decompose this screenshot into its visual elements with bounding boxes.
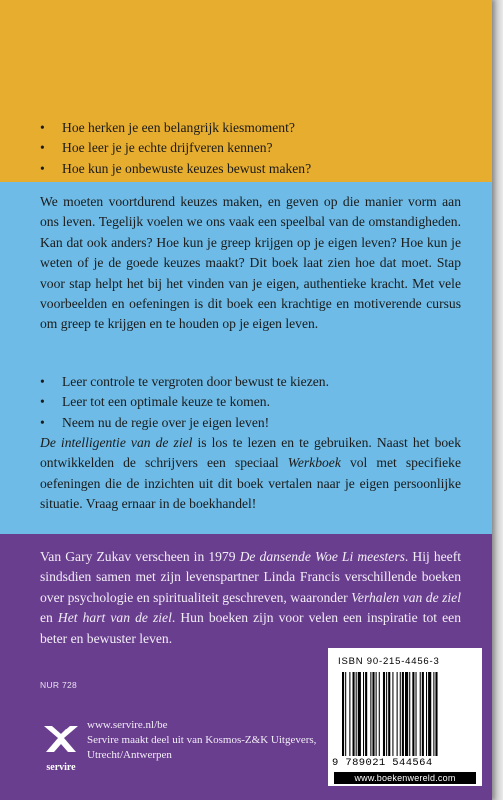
barcode-label (328, 648, 482, 786)
book-title: De intelligentie van de ziel (40, 435, 193, 450)
publisher-line: Utrecht/Antwerpen (87, 749, 172, 761)
workbook-paragraph (40, 433, 461, 515)
author-text: . Hun boeken zijn voor velen een inspiratie tot een beter en bewuster leven. (40, 610, 462, 646)
publisher-logo (40, 720, 82, 780)
publisher-line: Servire maakt deel uit van Kosmos-Z&K Uitgevers, (87, 734, 317, 746)
nur-code: NUR 728 (40, 680, 78, 690)
barcode-icon (342, 672, 468, 756)
barcode-number: 9 789021 544564 (332, 757, 433, 769)
workbook-title: Werkboek (287, 455, 341, 471)
question-item: • Hoe herken je een belangrijk kiesmoment? (40, 118, 460, 138)
workbook-text: vol met specifieke oefeningen die de inzichten uit dit boek vertalen naar je eigen persoonlijke situatie. Vraag ernaar in de boekhandel! (40, 455, 461, 512)
author-book-title: Het hart van de ziel (57, 610, 172, 626)
author-paragraph (40, 547, 461, 649)
isbn-text: ISBN 90-215-4456-3 (338, 656, 440, 667)
bird-logo-icon (40, 720, 82, 760)
question-item: • Hoe kun je onbewuste keuzes bewust maken? (40, 159, 460, 179)
benefit-item: • Leer tot een optimale keuze te komen. (40, 392, 460, 412)
publisher-url: www.servire.nl/be (87, 719, 168, 731)
store-url: www.boekenwereld.com (334, 772, 476, 784)
author-book-title: De dansende Woe Li meesters (239, 549, 405, 564)
intro-paragraph: We moeten voortdurend keuzes maken, en geven op die manier vorm aan ons leven. Tegelijk voelen we ons vaak een speelbal van de omstandigheden. Kan dat ook anders? Hoe kun je greep krijgen op je eigen leven? Hoe kun je weten of je de goede keuzes maakt? Dit boek laat zien hoe dat moet. Stap voor stap helpt het bij het vinden van je eigen, authentieke kracht. Met vele voorbeelden en oefeningen is dit boek een krachtige en motiverende cursus om greep te krijgen en te houden op je eigen leven. (40, 194, 461, 332)
author-text: en (40, 610, 58, 626)
benefit-item: • Neem nu de regie over je eigen leven! (40, 413, 460, 433)
author-book-title: Verhalen van de ziel (351, 589, 461, 605)
benefit-list (40, 372, 460, 433)
benefit-item: • Leer controle te vergroten door bewust te kiezen. (40, 372, 460, 392)
workbook-text: is los te lezen en te gebruiken. Naast het boek ontwikkelden de schrijvers een speciaal (40, 435, 461, 471)
logo-wordmark: servire (46, 762, 76, 773)
author-text: Van Gary Zukav verscheen in 1979 (40, 549, 240, 564)
question-list (40, 118, 460, 179)
publisher-block (40, 718, 350, 788)
book-edge (492, 0, 503, 800)
author-text: . Hij heeft sindsdien samen met zijn levenspartner Linda Francis verschillende boeken over psychologie en spiritualiteit geschreven, waaronder (40, 549, 462, 605)
question-item: • Hoe leer je je echte drijfveren kennen? (40, 138, 460, 158)
publisher-info (87, 718, 357, 763)
